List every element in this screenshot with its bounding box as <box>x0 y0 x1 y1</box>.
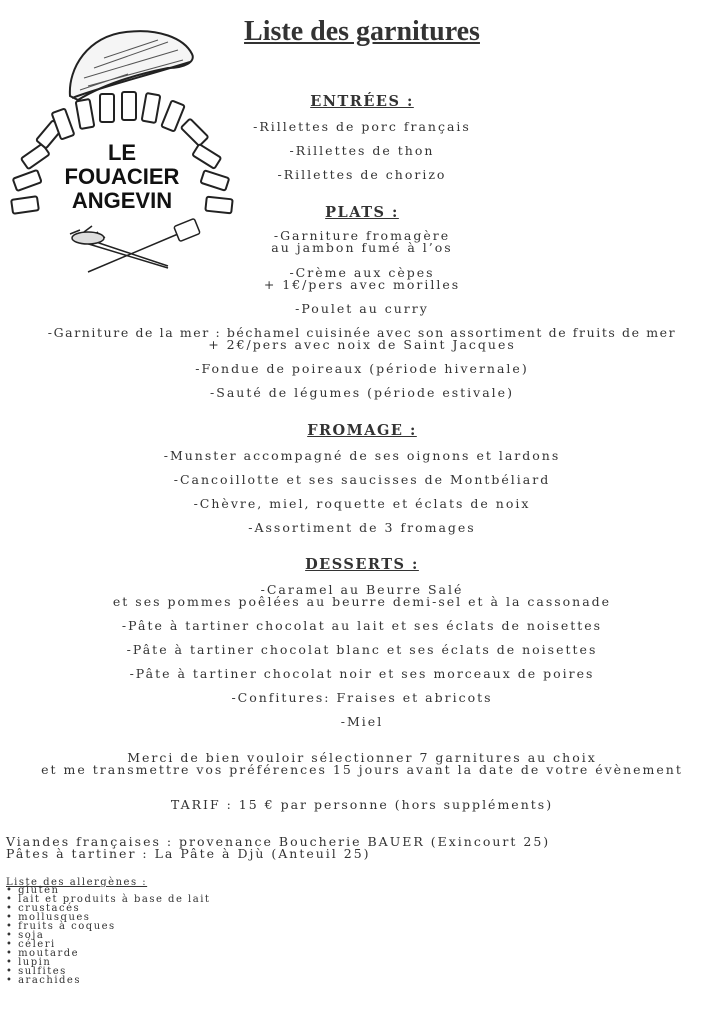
menu-item: -Rillettes de chorizo <box>277 167 447 182</box>
section-heading-entrees: ENTRÉES : <box>310 93 414 110</box>
logo-text-angevin: ANGEVIN <box>71 188 173 213</box>
menu-item: -Munster accompagné de ses oignons et lardons <box>163 448 561 463</box>
menu-item: -Rillettes de porc français <box>253 119 471 134</box>
allergen-item: • gluten <box>6 886 210 895</box>
menu-item: -Confitures: Fraises et abricots <box>231 690 493 705</box>
menu-item: -Crème aux cèpes <box>289 265 435 280</box>
menu-item-detail: et ses pommes poêlées au beurre demi-sel et à la cassonade <box>112 594 612 609</box>
menu-item: -Fondue de poireaux (période hivernale) <box>195 361 529 376</box>
allergen-item: • fruits à coques <box>6 922 210 931</box>
menu-item: -Sauté de légumes (période estivale) <box>210 385 514 400</box>
menu-item-detail: + 1€/pers avec morilles <box>263 277 461 292</box>
menu-item: -Poulet au curry <box>295 301 429 316</box>
menu-item: -Garniture de la mer : béchamel cuisinée avec son assortiment de fruits de mer <box>47 325 677 340</box>
menu-item: -Cancoillotte et ses saucisses de Montbéliard <box>173 472 551 487</box>
menu-item-detail: + 2€/pers avec noix de Saint Jacques <box>208 337 516 352</box>
spread-source: Pâtes à tartiner : La Pâte à Djù (Anteuil 25) <box>6 846 371 861</box>
allergen-item: • crustacés <box>6 904 210 913</box>
allergen-item: • mollusques <box>6 913 210 922</box>
page-title: Liste des garnitures <box>244 16 480 47</box>
allergen-item: • soja <box>6 931 210 940</box>
allergen-item: • moutarde <box>6 949 210 958</box>
selection-notice: Merci de bien vouloir sélectionner 7 garnitures au choix <box>127 750 597 765</box>
menu-item: -Chèvre, miel, roquette et éclats de noix <box>193 496 531 511</box>
allergen-item: • arachides <box>6 976 210 985</box>
menu-item: -Miel <box>340 714 384 729</box>
menu-item: -Pâte à tartiner chocolat noir et ses morceaux de poires <box>129 666 595 681</box>
menu-item: -Assortiment de 3 fromages <box>248 520 476 535</box>
menu-item: -Rillettes de thon <box>289 143 435 158</box>
meat-source: Viandes françaises : provenance Boucherie BAUER (Exincourt 25) <box>6 834 551 849</box>
menu-item: -Pâte à tartiner chocolat au lait et ses éclats de noisettes <box>121 618 603 633</box>
section-heading-fromage: FROMAGE : <box>307 422 417 439</box>
flat-cap-icon <box>70 31 193 100</box>
menu-item: -Caramel au Beurre Salé <box>260 582 464 597</box>
menu-item: -Garniture fromagère <box>273 228 451 243</box>
allergens-title: Liste des allergènes : <box>6 877 148 888</box>
selection-notice-detail: et me transmettre vos préférences 15 jours avant la date de votre évènement <box>41 762 683 777</box>
section-heading-desserts: DESSERTS : <box>305 556 419 573</box>
allergens-list <box>6 886 210 985</box>
price-line: TARIF : 15 € par personne (hors suppléments) <box>170 797 554 812</box>
section-heading-plats: PLATS : <box>325 204 399 221</box>
menu-item: -Pâte à tartiner chocolat blanc et ses éclats de noisettes <box>126 642 598 657</box>
allergen-item: • lupin <box>6 958 210 967</box>
logo-text-le: LE <box>107 140 137 165</box>
menu-item-detail: au jambon fumé à l’os <box>271 240 453 255</box>
allergen-item: • céleri <box>6 940 210 949</box>
allergen-item: • sulfites <box>6 967 210 976</box>
logo-text-fouacier: FOUACIER <box>64 164 180 189</box>
allergen-item: • lait et produits à base de lait <box>6 895 210 904</box>
